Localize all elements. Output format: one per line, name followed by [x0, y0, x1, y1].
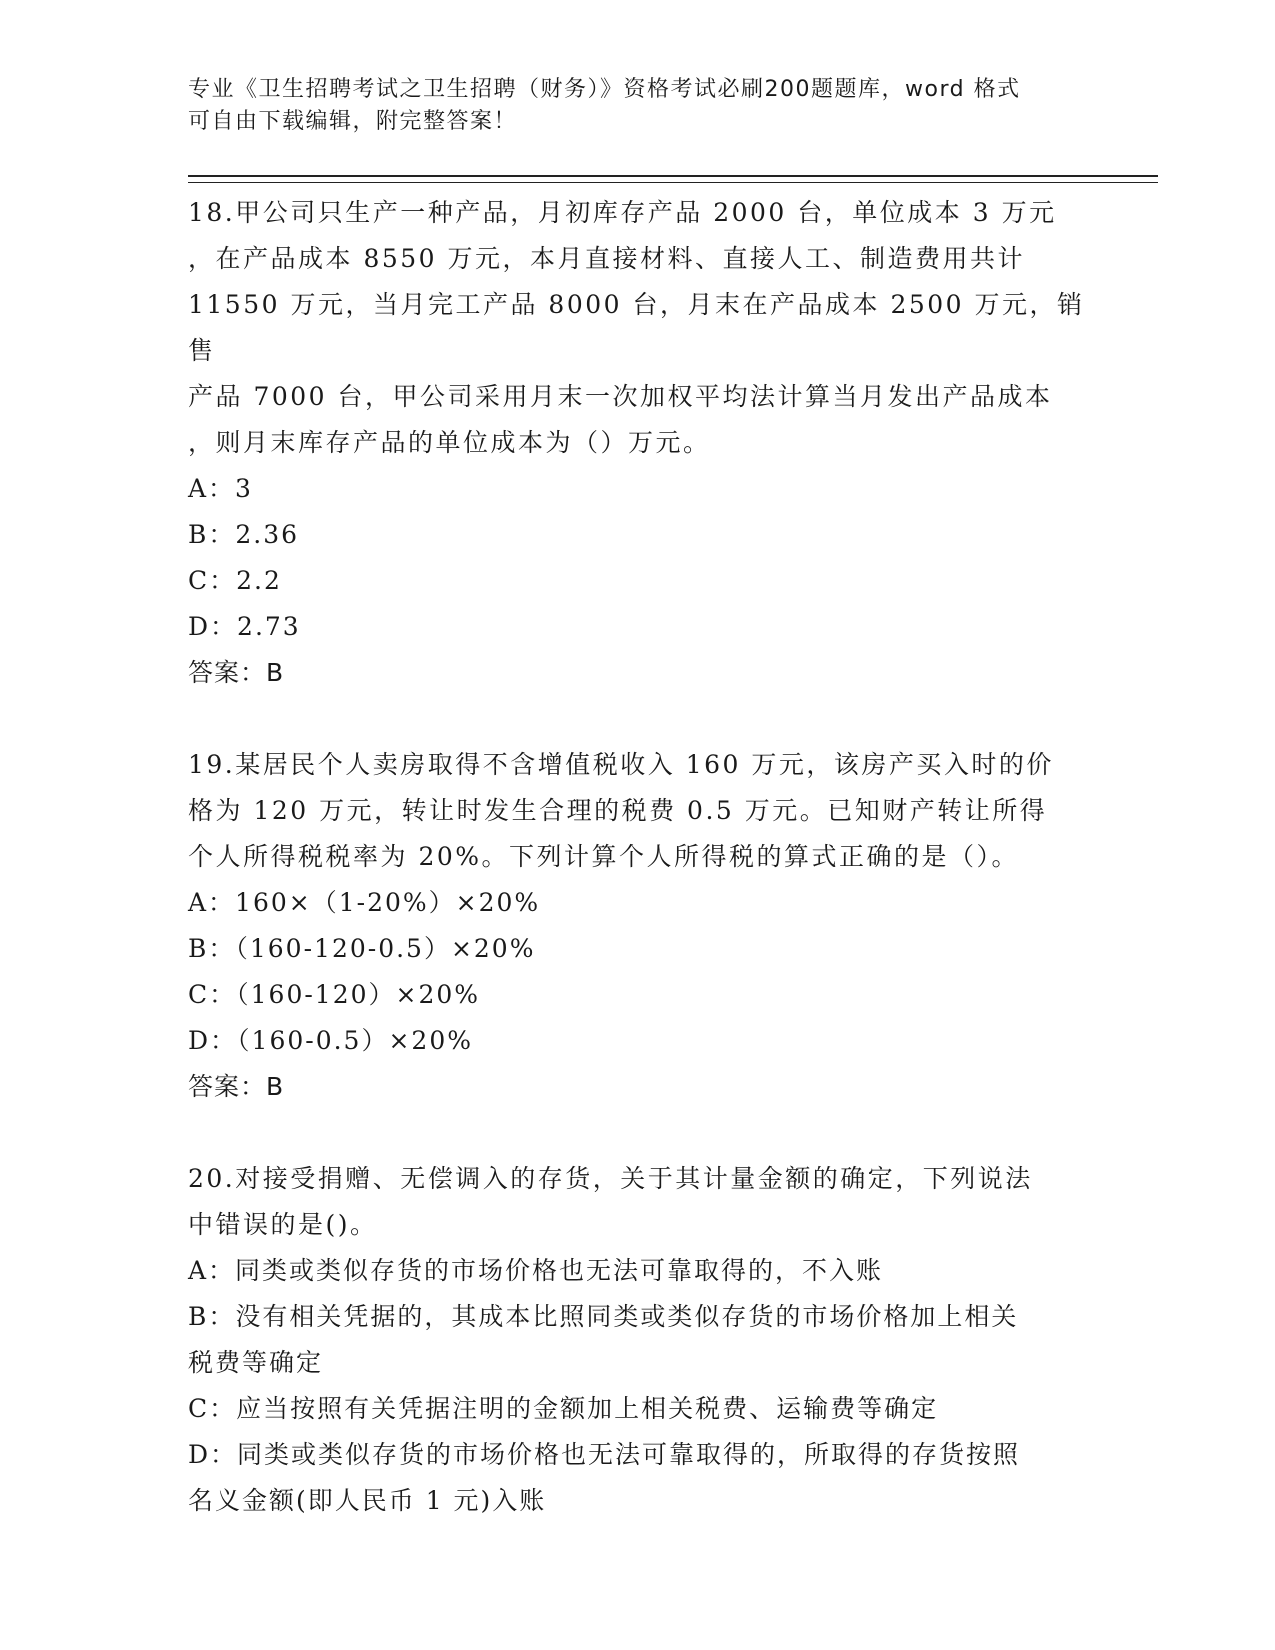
- header-line-2: 可自由下载编辑，附完整答案！: [188, 109, 518, 134]
- option-c: C：2.2: [188, 566, 282, 595]
- question-text-line: 个人所得税税率为 20%。下列计算个人所得税的算式正确的是（）。: [188, 842, 1020, 871]
- question-18: [188, 190, 1088, 696]
- question-list: [188, 190, 1088, 1524]
- option-c: C：应当按照有关凭据注明的金额加上相关税费、运输费等确定: [188, 1394, 939, 1423]
- answer-label: 答案：B: [188, 658, 285, 687]
- option-b-continued: 税费等确定: [188, 1348, 324, 1377]
- header-line-1: 专业《卫生招聘考试之卫生招聘（财务）》资格考试必刷200题题库，word 格式: [188, 77, 1021, 102]
- option-d: D：2.73: [188, 612, 301, 641]
- question-text-line: 20.对接受捐赠、无偿调入的存货，关于其计量金额的确定，下列说法: [188, 1164, 1033, 1193]
- document-header: [188, 74, 1068, 138]
- question-spacer: [188, 696, 1088, 742]
- question-text-line: 19.某居民个人卖房取得不含增值税收入 160 万元，该房产买入时的价: [188, 750, 1054, 779]
- question-text-line: 产品 7000 台，甲公司采用月末一次加权平均法计算当月发出产品成本: [188, 382, 1053, 411]
- question-19: [188, 742, 1088, 1110]
- option-b: B：2.36: [188, 520, 300, 549]
- option-d: D：同类或类似存货的市场价格也无法可靠取得的，所取得的存货按照: [188, 1440, 1021, 1469]
- option-d: D：（160-0.5）×20%: [188, 1026, 473, 1055]
- question-20: [188, 1156, 1088, 1524]
- option-a: A：3: [188, 474, 253, 503]
- answer-label: 答案：B: [188, 1072, 285, 1101]
- option-d-continued: 名义金额(即人民币 1 元)入账: [188, 1486, 547, 1515]
- option-a: A：同类或类似存货的市场价格也无法可靠取得的，不入账: [188, 1256, 884, 1285]
- header-divider-thick: [188, 175, 1158, 177]
- question-text-line: ，则月末库存产品的单位成本为（）万元。: [188, 428, 711, 457]
- question-spacer: [188, 1110, 1088, 1156]
- question-text-line: 中错误的是()。: [188, 1210, 378, 1239]
- question-text-line: 格为 120 万元，转让时发生合理的税费 0.5 万元。已知财产转让所得: [188, 796, 1048, 825]
- question-text-line: 18.甲公司只生产一种产品，月初库存产品 2000 台，单位成本 3 万元: [188, 198, 1057, 227]
- option-b: B：（160-120-0.5）×20%: [188, 934, 536, 963]
- option-c: C：（160-120）×20%: [188, 980, 481, 1009]
- header-divider-thin: [188, 182, 1158, 183]
- question-text-line: ，在产品成本 8550 万元，本月直接材料、直接人工、制造费用共计: [188, 244, 1026, 273]
- option-a: A：160×（1-20%）×20%: [188, 888, 541, 917]
- question-text-line: 11550 万元，当月完工产品 8000 台，月末在产品成本 2500 万元，销售: [188, 290, 1085, 365]
- option-b: B：没有相关凭据的，其成本比照同类或类似存货的市场价格加上相关: [188, 1302, 1019, 1331]
